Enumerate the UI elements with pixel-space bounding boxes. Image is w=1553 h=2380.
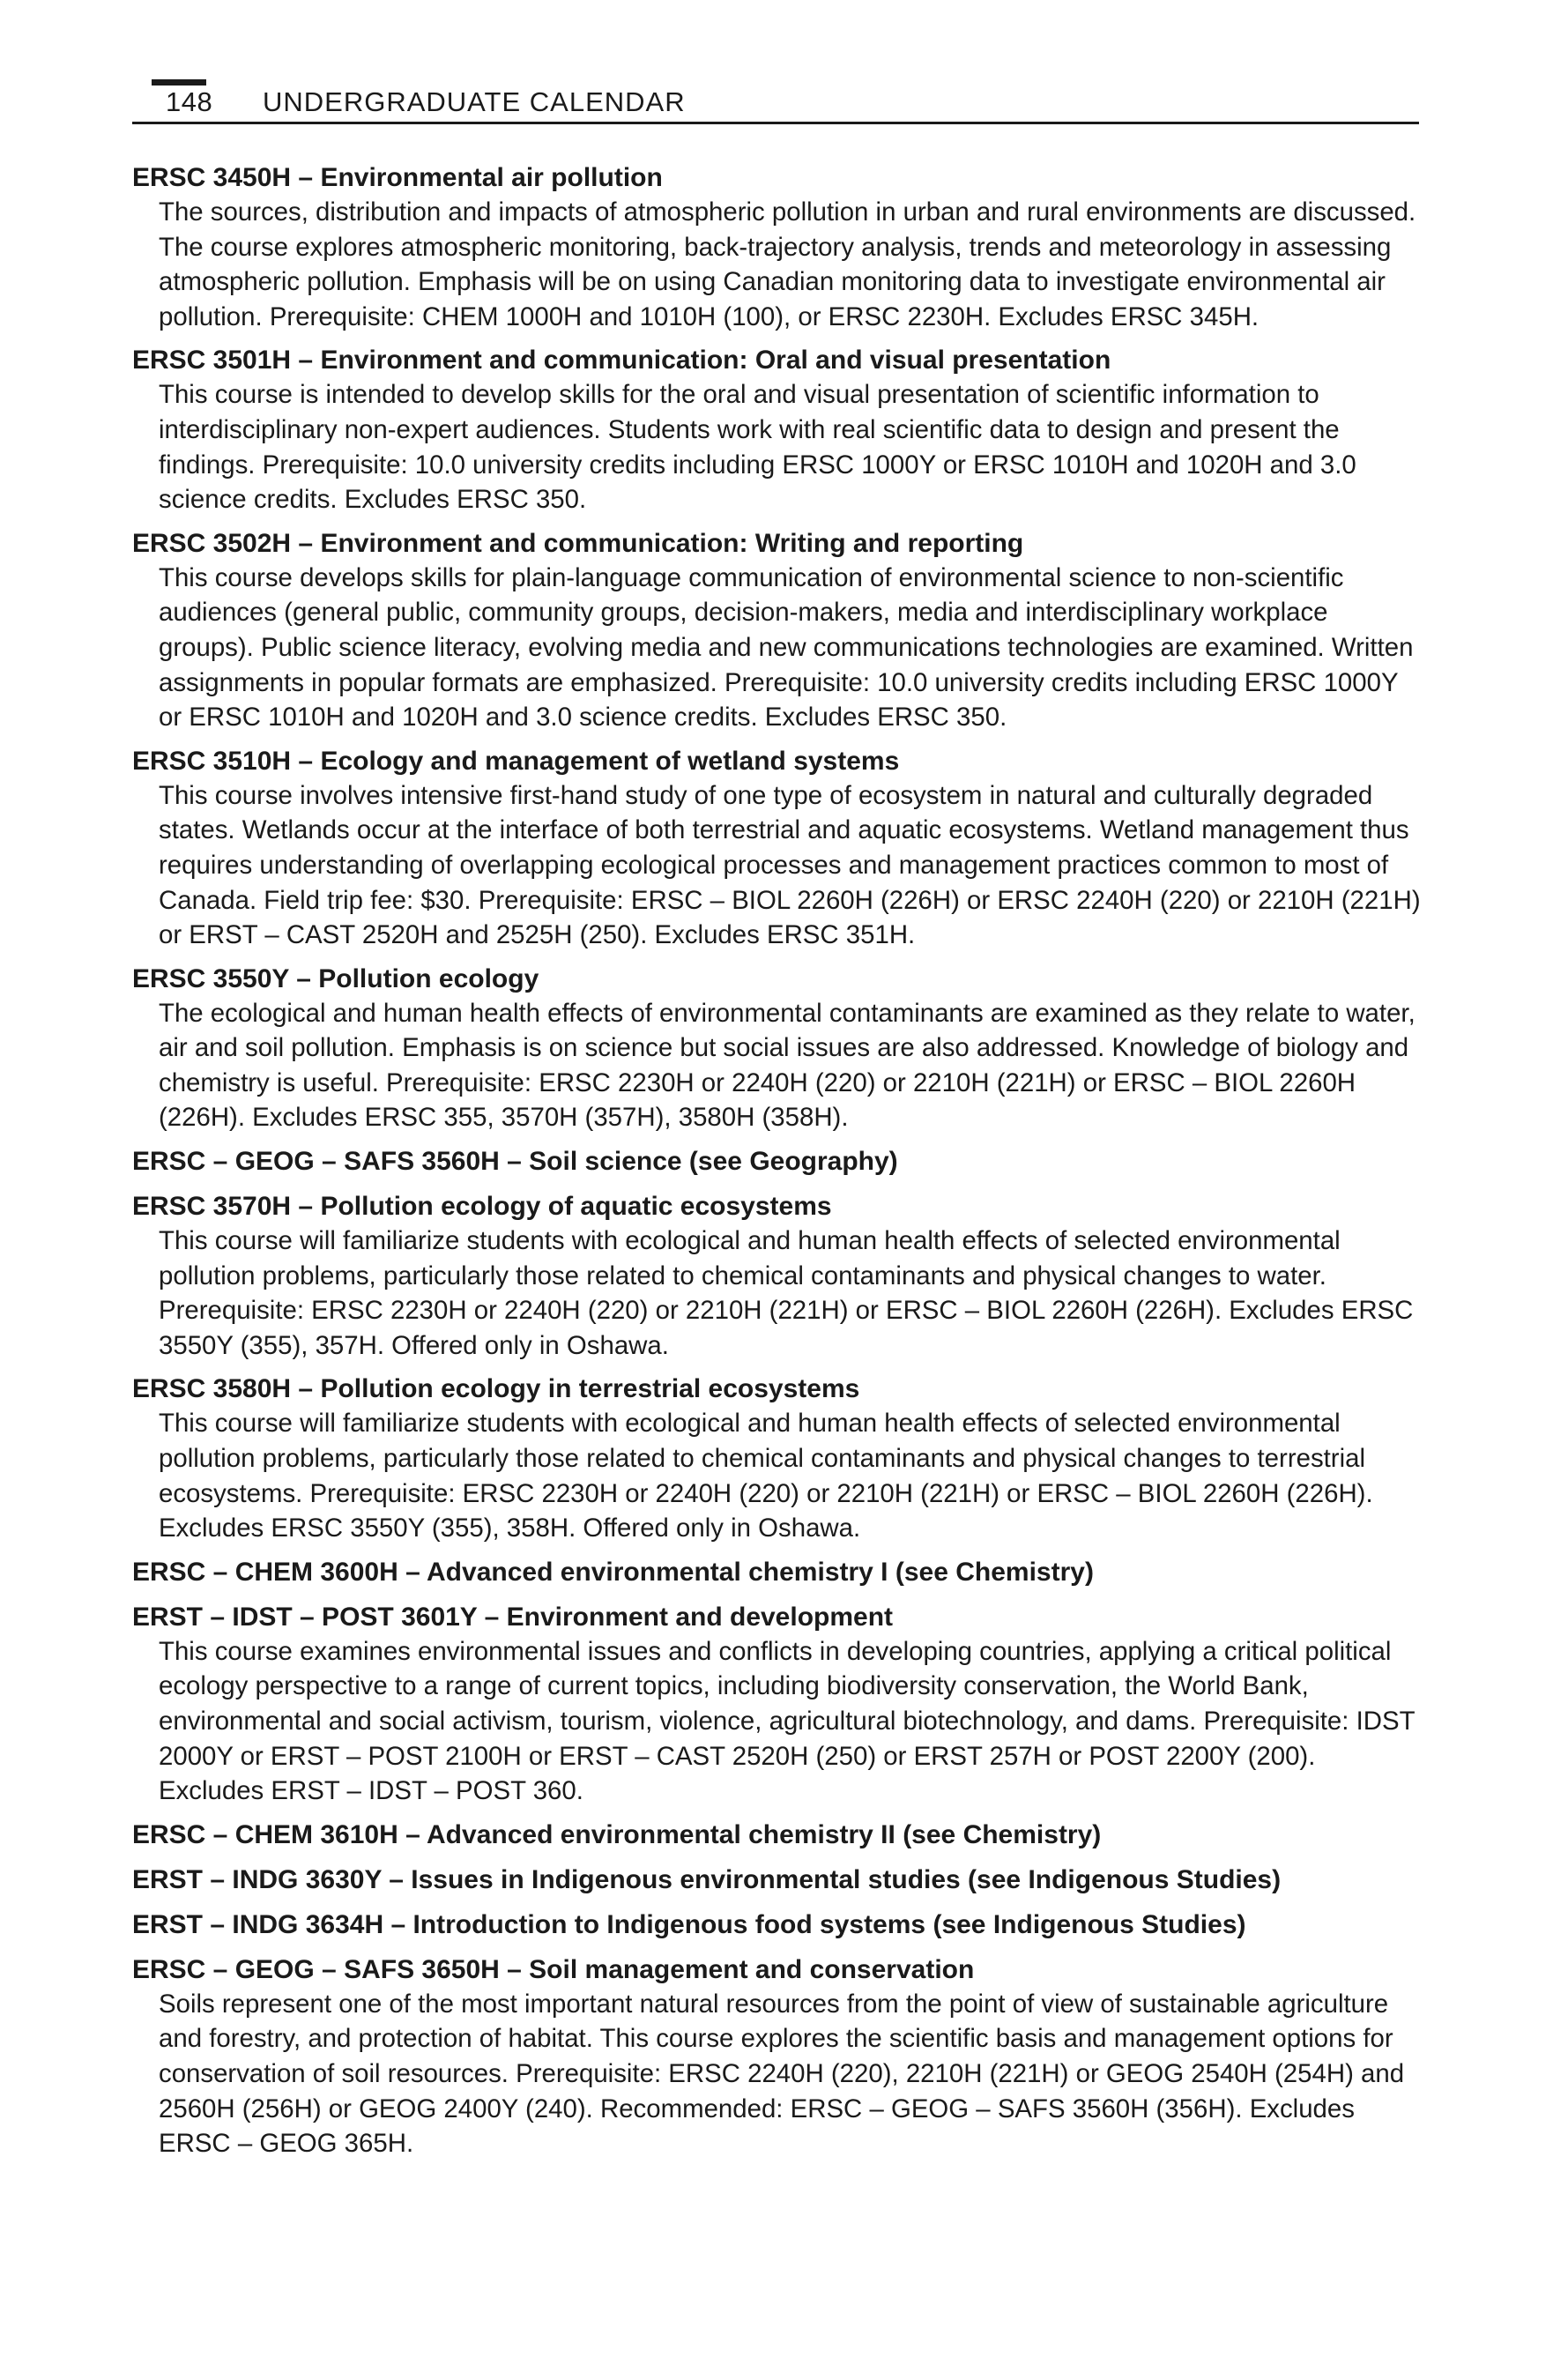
header-tab-mark [152, 79, 206, 86]
course-description: This course will familiarize students with ecological and human health effects of selected environmental pollution problems, particularly those related to chemical contaminants and physical changes to water. Prerequisite: ERSC 2230H or 2240H (220) or 2210H (221H) or ERSC – BIOL 2260H (226H). Excludes ERSC 3550Y (355), 357H. Offered only in Oshawa. [159, 1226, 1414, 1360]
course-title: ERST – INDG 3634H – Introduction to Indigenous food systems (see Indigenous Studies) [132, 1909, 1246, 1939]
course-entry [132, 1952, 1421, 2161]
page-number: 148 [166, 86, 213, 117]
page-header [132, 85, 1419, 120]
course-title: ERSC 3510H – Ecology and management of wetland systems [132, 746, 900, 776]
course-title: ERSC 3580H – Pollution ecology in terrestrial ecosystems [132, 1374, 860, 1404]
course-cross-reference [132, 1144, 1421, 1179]
course-entry [132, 343, 1421, 517]
course-entry [132, 526, 1421, 735]
course-entry [132, 1600, 1421, 1809]
course-description: This course will familiarize students with ecological and human health effects of selected environmental pollution problems, particularly those related to chemical contaminants and physical changes to terrestrial ecosystems. Prerequisite: ERSC 2230H or 2240H (220) or 2210H (221H) or ERSC – BIOL 2260H (226H). Excludes ERSC 3550Y (355), 358H. Offered only in Oshawa. [159, 1409, 1373, 1543]
course-title: ERST – IDST – POST 3601Y – Environment and development [132, 1602, 894, 1632]
running-title: UNDERGRADUATE CALENDAR [263, 86, 686, 117]
course-title: ERSC 3450H – Environmental air pollution [132, 163, 663, 192]
course-description: This course involves intensive first-hand study of one type of ecosystem in natural and culturally degraded states. Wetlands occur at the interface of both terrestrial and aquatic ecosystems. Wetland management thus requires understanding of overlapping ecological processes and management practices common to most of Canada. Field trip fee: $30. Prerequisite: ERSC – BIOL 2260H (226H) or ERSC 2240H (220) or 2210H (221H) or ERST – CAST 2520H and 2525H (250). Excludes ERSC 351H. [159, 780, 1421, 950]
course-title: ERSC – GEOG – SAFS 3560H – Soil science (see Geography) [132, 1147, 898, 1177]
course-entry [132, 962, 1421, 1135]
course-title: ERSC 3501H – Environment and communication: Oral and visual presentation [132, 346, 1111, 376]
course-title: ERSC 3502H – Environment and communication: Writing and reporting [132, 528, 1024, 558]
course-title: ERST – INDG 3630Y – Issues in Indigenous environmental studies (see Indigenous Studies) [132, 1864, 1282, 1894]
course-title: ERSC 3570H – Pollution ecology of aquatic ecosystems [132, 1192, 832, 1222]
course-description: This course is intended to develop skills for the oral and visual presentation of scientific information to interdisciplinary non-expert audiences. Students work with real scientific data to design and present the findings. Prerequisite: 10.0 university credits including ERSC 1000Y or ERSC 1010H and 1020H and 3.0 science credits. Excludes ERSC 350. [159, 380, 1356, 515]
course-title: ERSC – GEOG – SAFS 3650H – Soil management and conservation [132, 1954, 975, 1984]
course-description: Soils represent one of the most important natural resources from the point of view of sustainable agriculture and forestry, and protection of habitat. This course explores the scientific basis and management options for conservation of soil resources. Prerequisite: ERSC 2240H (220), 2210H (221H) or GEOG 2540H (254H) and 2560H (256H) or GEOG 2400Y (240). Recommended: ERSC – GEOG – SAFS 3560H (356H). Excludes ERSC – GEOG 365H. [159, 1989, 1405, 2159]
course-listing [132, 160, 1421, 2170]
course-entry [132, 1189, 1421, 1363]
course-title: ERSC – CHEM 3610H – Advanced environmental chemistry II (see Chemistry) [132, 1819, 1102, 1849]
course-entry [132, 744, 1421, 953]
course-cross-reference [132, 1863, 1421, 1897]
course-description: The ecological and human health effects of environmental contaminants are examined as they relate to water, air and soil pollution. Emphasis is on science but social issues are also addressed. Knowledge of biology and chemistry is useful. Prerequisite: ERSC 2230H or 2240H (220) or 2210H (221H) or ERSC – BIOL 2260H (226H). Excludes ERSC 355, 3570H (357H), 3580H (358H). [159, 998, 1416, 1133]
course-description: This course develops skills for plain-language communication of environmental science to non-scientific audiences (general public, community groups, decision-makers, media and interdisciplinary workplace groups). Public science literacy, evolving media and new communications technologies are examined. Written assignments in popular formats are emphasized. Prerequisite: 10.0 university credits including ERSC 1000Y or ERSC 1010H and 1020H and 3.0 science credits. Excludes ERSC 350. [159, 562, 1414, 733]
course-entry [132, 160, 1421, 334]
course-description: This course examines environmental issues and conflicts in developing countries, applying a critical political ecology perspective to a range of current topics, including biodiversity conservation, the World Bank, environmental and social activism, tourism, violence, agricultural biotechnology, and dams. Prerequisite: IDST 2000Y or ERST – POST 2100H or ERST – CAST 2520H (250) or ERST 257H or POST 2200Y (200). Excludes ERST – IDST – POST 360. [159, 1636, 1416, 1806]
course-title: ERSC – CHEM 3600H – Advanced environmental chemistry I (see Chemistry) [132, 1557, 1094, 1587]
course-cross-reference [132, 1908, 1421, 1942]
course-entry [132, 1372, 1421, 1545]
course-description: The sources, distribution and impacts of atmospheric pollution in urban and rural environments are discussed. The course explores atmospheric monitoring, back-trajectory analysis, trends and meteorology in assessing atmospheric pollution. Emphasis will be on using Canadian monitoring data to investigate environmental air pollution. Prerequisite: CHEM 1000H and 1010H (100), or ERSC 2230H. Excludes ERSC 345H. [159, 197, 1416, 331]
course-cross-reference [132, 1555, 1421, 1589]
course-cross-reference [132, 1818, 1421, 1852]
course-title: ERSC 3550Y – Pollution ecology [132, 963, 539, 993]
header-rule [132, 122, 1419, 124]
